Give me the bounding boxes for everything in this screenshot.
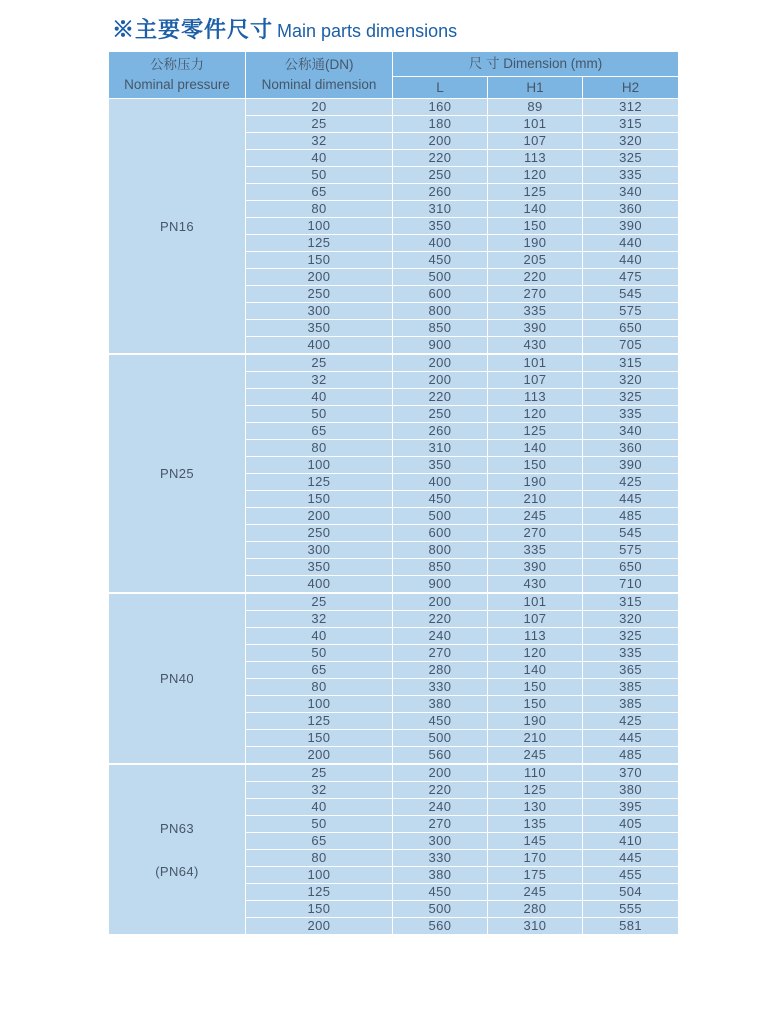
- dimension-cell: 350: [393, 457, 488, 474]
- dimension-cell: 315: [583, 116, 679, 133]
- dimension-cell: 600: [393, 286, 488, 303]
- dimension-cell: 270: [488, 525, 583, 542]
- dn-cell: 80: [246, 850, 393, 867]
- dn-cell: 50: [246, 816, 393, 833]
- dn-cell: 150: [246, 730, 393, 747]
- dimension-cell: 125: [488, 423, 583, 440]
- dn-cell: 100: [246, 457, 393, 474]
- dimension-cell: 260: [393, 423, 488, 440]
- dimension-cell: 450: [393, 713, 488, 730]
- dimension-cell: 410: [583, 833, 679, 850]
- dimension-cell: 310: [488, 918, 583, 935]
- dimension-cell: 175: [488, 867, 583, 884]
- dimension-cell: 270: [393, 816, 488, 833]
- dimensions-table: [108, 51, 679, 935]
- dimension-cell: 113: [488, 389, 583, 406]
- header-col-H1: H1: [488, 77, 583, 99]
- dimension-cell: 200: [393, 372, 488, 389]
- dimension-cell: 504: [583, 884, 679, 901]
- dimension-cell: 120: [488, 167, 583, 184]
- dimension-cell: 560: [393, 747, 488, 765]
- dimension-cell: 485: [583, 508, 679, 525]
- dimension-cell: 380: [583, 782, 679, 799]
- dimension-cell: 150: [488, 696, 583, 713]
- dn-cell: 200: [246, 508, 393, 525]
- dn-cell: 40: [246, 799, 393, 816]
- dn-cell: 25: [246, 354, 393, 372]
- page-title: [0, 0, 778, 51]
- dimension-cell: 320: [583, 133, 679, 150]
- dimension-cell: 650: [583, 320, 679, 337]
- dimension-cell: 430: [488, 576, 583, 594]
- dn-cell: 100: [246, 867, 393, 884]
- dimension-cell: 325: [583, 628, 679, 645]
- dimension-cell: 330: [393, 679, 488, 696]
- dn-cell: 25: [246, 116, 393, 133]
- dimension-cell: 400: [393, 474, 488, 491]
- dimension-cell: 320: [583, 611, 679, 628]
- header-nominal-pressure-en: Nominal pressure: [124, 77, 230, 92]
- dimension-cell: 500: [393, 269, 488, 286]
- page-title-chinese: ※主要零件尺寸: [112, 17, 274, 42]
- dimension-cell: 310: [393, 201, 488, 218]
- dimension-cell: 650: [583, 559, 679, 576]
- table-header: [109, 52, 679, 99]
- dimension-cell: 280: [488, 901, 583, 918]
- dimension-cell: 140: [488, 201, 583, 218]
- dn-cell: 40: [246, 150, 393, 167]
- dn-cell: 300: [246, 303, 393, 320]
- pressure-cell: [109, 99, 246, 355]
- dimension-cell: 500: [393, 730, 488, 747]
- dimension-cell: 800: [393, 542, 488, 559]
- dn-cell: 125: [246, 713, 393, 730]
- header-nominal-dimension-en: Nominal dimension: [261, 77, 377, 92]
- dimension-cell: 160: [393, 99, 488, 116]
- dn-cell: 300: [246, 542, 393, 559]
- dimension-cell: 120: [488, 406, 583, 423]
- dimension-cell: 113: [488, 150, 583, 167]
- header-dimension-group: 尺 寸 Dimension (mm): [393, 52, 679, 77]
- dimension-cell: 370: [583, 764, 679, 782]
- dimension-cell: 110: [488, 764, 583, 782]
- dn-cell: 350: [246, 559, 393, 576]
- dimension-cell: 150: [488, 457, 583, 474]
- dimension-cell: 240: [393, 799, 488, 816]
- dn-cell: 400: [246, 337, 393, 355]
- dimension-cell: 575: [583, 542, 679, 559]
- dimension-cell: 200: [393, 133, 488, 150]
- dimension-cell: 135: [488, 816, 583, 833]
- dimension-cell: 240: [393, 628, 488, 645]
- dn-cell: 250: [246, 525, 393, 542]
- dimension-cell: 485: [583, 747, 679, 765]
- dn-cell: 100: [246, 218, 393, 235]
- dimension-cell: 360: [583, 201, 679, 218]
- dimension-cell: 850: [393, 320, 488, 337]
- dimension-cell: 150: [488, 679, 583, 696]
- dimension-cell: 560: [393, 918, 488, 935]
- dimension-cell: 390: [583, 457, 679, 474]
- table-row: [109, 354, 679, 372]
- pressure-cell: [109, 764, 246, 935]
- table-row: [109, 764, 679, 782]
- pressure-cell: [109, 354, 246, 593]
- dimension-cell: 315: [583, 354, 679, 372]
- dimension-cell: 220: [393, 782, 488, 799]
- dimension-cell: 440: [583, 252, 679, 269]
- dn-cell: 125: [246, 884, 393, 901]
- dn-cell: 40: [246, 389, 393, 406]
- dimension-cell: 330: [393, 850, 488, 867]
- dimension-cell: 107: [488, 133, 583, 150]
- dn-cell: 25: [246, 764, 393, 782]
- dimension-cell: 400: [393, 235, 488, 252]
- dimension-cell: 455: [583, 867, 679, 884]
- dn-cell: 200: [246, 269, 393, 286]
- dn-cell: 32: [246, 782, 393, 799]
- dimension-cell: 140: [488, 662, 583, 679]
- dimension-cell: 200: [393, 593, 488, 611]
- dimension-cell: 120: [488, 645, 583, 662]
- dimension-cell: 385: [583, 679, 679, 696]
- dimension-cell: 190: [488, 713, 583, 730]
- pressure-label: PN63: [159, 820, 195, 836]
- dimension-cell: 245: [488, 884, 583, 901]
- dimension-cell: 205: [488, 252, 583, 269]
- table-body: [109, 99, 679, 935]
- dimension-cell: 445: [583, 730, 679, 747]
- dn-cell: 200: [246, 918, 393, 935]
- dimension-cell: 250: [393, 167, 488, 184]
- dimension-cell: 113: [488, 628, 583, 645]
- dn-cell: 80: [246, 679, 393, 696]
- dn-cell: 32: [246, 133, 393, 150]
- pressure-cell: [109, 593, 246, 764]
- dimension-cell: 310: [393, 440, 488, 457]
- dn-cell: 50: [246, 645, 393, 662]
- dimension-cell: 800: [393, 303, 488, 320]
- dimension-cell: 220: [488, 269, 583, 286]
- dimension-cell: 440: [583, 235, 679, 252]
- dimension-cell: 180: [393, 116, 488, 133]
- dimension-cell: 325: [583, 389, 679, 406]
- dimension-cell: 200: [393, 764, 488, 782]
- page-title-english: Main parts dimensions: [277, 21, 458, 41]
- dn-cell: 80: [246, 440, 393, 457]
- dn-cell: 65: [246, 662, 393, 679]
- dimension-cell: 500: [393, 508, 488, 525]
- dimension-cell: 500: [393, 901, 488, 918]
- header-row-top: [109, 52, 679, 77]
- dimension-cell: 405: [583, 816, 679, 833]
- dimension-cell: 450: [393, 884, 488, 901]
- dimension-cell: 107: [488, 611, 583, 628]
- pressure-label: PN25: [159, 466, 195, 481]
- dimension-cell: 140: [488, 440, 583, 457]
- dimension-cell: 125: [488, 782, 583, 799]
- dimension-cell: 335: [583, 645, 679, 662]
- dimension-cell: 425: [583, 474, 679, 491]
- dn-cell: 150: [246, 252, 393, 269]
- pressure-label: PN40: [159, 671, 195, 686]
- dimension-cell: 101: [488, 354, 583, 372]
- header-nominal-dimension: [246, 52, 393, 99]
- dimension-cell: 710: [583, 576, 679, 594]
- dn-cell: 400: [246, 576, 393, 594]
- dimension-cell: 545: [583, 525, 679, 542]
- dimension-cell: 125: [488, 184, 583, 201]
- dimension-cell: 900: [393, 337, 488, 355]
- dimension-cell: 190: [488, 235, 583, 252]
- dimension-cell: 475: [583, 269, 679, 286]
- header-col-L: L: [393, 77, 488, 99]
- dn-cell: 65: [246, 423, 393, 440]
- header-nominal-dimension-zh: 公称通(DN): [284, 57, 354, 73]
- dimension-cell: 250: [393, 406, 488, 423]
- dimension-cell: 270: [393, 645, 488, 662]
- dimension-cell: 220: [393, 611, 488, 628]
- dimension-cell: 445: [583, 491, 679, 508]
- dn-cell: 50: [246, 406, 393, 423]
- dimension-cell: 365: [583, 662, 679, 679]
- dimension-cell: 445: [583, 850, 679, 867]
- dimension-cell: 190: [488, 474, 583, 491]
- dimension-cell: 380: [393, 867, 488, 884]
- dimension-cell: 335: [583, 167, 679, 184]
- dimension-cell: 260: [393, 184, 488, 201]
- pressure-label: (PN64): [155, 863, 199, 879]
- dimension-cell: 245: [488, 508, 583, 525]
- dn-cell: 80: [246, 201, 393, 218]
- dn-cell: 65: [246, 833, 393, 850]
- dn-cell: 250: [246, 286, 393, 303]
- table-row: [109, 593, 679, 611]
- dn-cell: 125: [246, 474, 393, 491]
- dimension-cell: 380: [393, 696, 488, 713]
- dimension-cell: 850: [393, 559, 488, 576]
- dimension-cell: 89: [488, 99, 583, 116]
- dimension-cell: 450: [393, 252, 488, 269]
- dimension-cell: 325: [583, 150, 679, 167]
- dn-cell: 100: [246, 696, 393, 713]
- dimension-cell: 280: [393, 662, 488, 679]
- dimension-cell: 600: [393, 525, 488, 542]
- dimension-cell: 430: [488, 337, 583, 355]
- dimension-cell: 425: [583, 713, 679, 730]
- dimension-cell: 220: [393, 389, 488, 406]
- dn-cell: 32: [246, 611, 393, 628]
- dimension-cell: 101: [488, 116, 583, 133]
- dimension-cell: 200: [393, 354, 488, 372]
- dimension-cell: 130: [488, 799, 583, 816]
- header-nominal-pressure: [109, 52, 246, 99]
- dimension-cell: 575: [583, 303, 679, 320]
- pressure-label: PN16: [159, 218, 195, 234]
- dimension-cell: 350: [393, 218, 488, 235]
- dimension-cell: 390: [488, 559, 583, 576]
- dn-cell: 32: [246, 372, 393, 389]
- dimension-cell: 395: [583, 799, 679, 816]
- dimension-cell: 210: [488, 491, 583, 508]
- dimension-cell: 220: [393, 150, 488, 167]
- dimension-cell: 270: [488, 286, 583, 303]
- dimension-cell: 555: [583, 901, 679, 918]
- dn-cell: 125: [246, 235, 393, 252]
- dimension-cell: 545: [583, 286, 679, 303]
- dimension-cell: 360: [583, 440, 679, 457]
- dimension-cell: 900: [393, 576, 488, 594]
- dimension-cell: 107: [488, 372, 583, 389]
- header-col-H2: H2: [583, 77, 679, 99]
- dimension-cell: 335: [583, 406, 679, 423]
- dimension-cell: 170: [488, 850, 583, 867]
- dimension-cell: 705: [583, 337, 679, 355]
- dimension-cell: 145: [488, 833, 583, 850]
- dimension-cell: 315: [583, 593, 679, 611]
- dn-cell: 40: [246, 628, 393, 645]
- dimension-cell: 210: [488, 730, 583, 747]
- dimension-cell: 150: [488, 218, 583, 235]
- dn-cell: 50: [246, 167, 393, 184]
- dimension-cell: 335: [488, 542, 583, 559]
- dimension-cell: 101: [488, 593, 583, 611]
- dn-cell: 350: [246, 320, 393, 337]
- dimension-cell: 390: [583, 218, 679, 235]
- dimension-cell: 581: [583, 918, 679, 935]
- dn-cell: 25: [246, 593, 393, 611]
- dn-cell: 20: [246, 99, 393, 116]
- dimension-cell: 335: [488, 303, 583, 320]
- dimension-cell: 312: [583, 99, 679, 116]
- dimension-cell: 320: [583, 372, 679, 389]
- table-row: [109, 99, 679, 116]
- dn-cell: 65: [246, 184, 393, 201]
- header-nominal-pressure-zh: 公称压力: [150, 57, 204, 73]
- dimension-cell: 390: [488, 320, 583, 337]
- dn-cell: 150: [246, 491, 393, 508]
- dimension-cell: 340: [583, 184, 679, 201]
- dimension-cell: 385: [583, 696, 679, 713]
- dimension-cell: 245: [488, 747, 583, 765]
- dn-cell: 150: [246, 901, 393, 918]
- dimension-cell: 450: [393, 491, 488, 508]
- dn-cell: 200: [246, 747, 393, 765]
- dimension-cell: 340: [583, 423, 679, 440]
- dimension-cell: 300: [393, 833, 488, 850]
